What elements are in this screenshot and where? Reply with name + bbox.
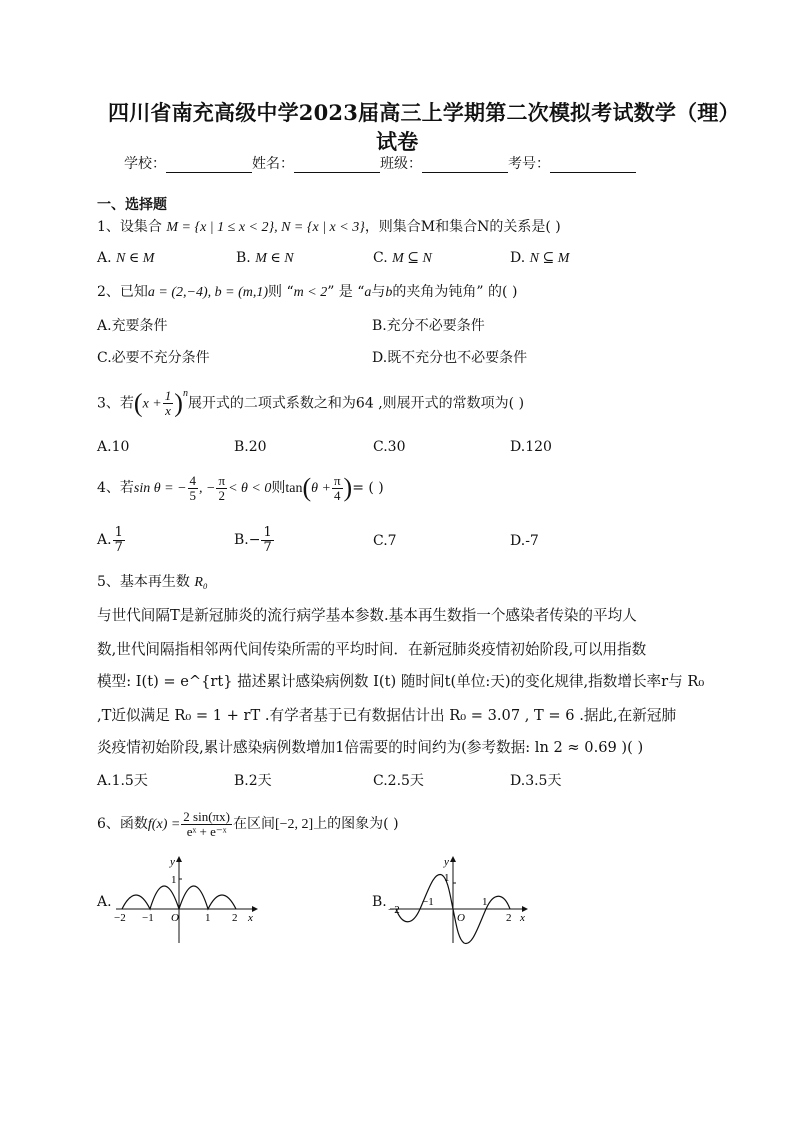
tick-label-1: 1 bbox=[171, 874, 177, 886]
q1-option-c[interactable] bbox=[373, 249, 432, 268]
option-label: B. bbox=[372, 318, 387, 334]
option-text: 必要不充分条件 bbox=[111, 350, 210, 366]
q4-option-c[interactable] bbox=[373, 532, 397, 550]
q2-number: 2、 bbox=[97, 284, 120, 300]
fraction-denominator: 4 bbox=[333, 487, 341, 503]
q1-tail: ，则集合M和集合N的关系是( ) bbox=[364, 219, 561, 235]
q4-ineq: < θ < 0 bbox=[228, 481, 272, 496]
section-heading: 一、选择题 bbox=[97, 197, 167, 213]
fraction-numerator: 2 sin(πx) bbox=[183, 808, 230, 824]
y-axis-arrow-icon bbox=[450, 856, 456, 862]
q4-fraction-3 bbox=[332, 474, 343, 503]
q2-b-symbol: b bbox=[385, 285, 393, 300]
option-text: 10 bbox=[111, 439, 130, 455]
q6-option-a-label[interactable]: A. bbox=[97, 894, 112, 910]
option-label: A. bbox=[97, 773, 112, 789]
option-text: N ∈ M bbox=[116, 251, 155, 266]
q2-option-a[interactable] bbox=[97, 317, 168, 335]
option-label: B. bbox=[236, 250, 256, 266]
option-text: -7 bbox=[525, 533, 539, 549]
q4-option-d[interactable] bbox=[510, 532, 539, 550]
q5-line-5: 炎疫情初始阶段,累计感染病例数增加1倍需要的时间约为(参考数据: ln 2 ≈ 0.69 )( ) bbox=[97, 739, 644, 756]
q6-tail: 上的图象为( ) bbox=[313, 816, 399, 832]
tick-label-neg1: −1 bbox=[142, 912, 154, 924]
option-text: M ⊆ N bbox=[392, 251, 432, 266]
tick-label-neg1: −1 bbox=[422, 896, 434, 908]
option-text: 既不充分也不必要条件 bbox=[387, 350, 528, 366]
tick-label-pos2: 2 bbox=[232, 912, 238, 924]
q4-option-b[interactable] bbox=[234, 523, 275, 557]
page-title-line2: 试卷 bbox=[376, 129, 419, 154]
q3-expr: x + bbox=[142, 396, 162, 412]
option-text: 1.5天 bbox=[111, 773, 148, 789]
option-label: A. bbox=[97, 439, 112, 455]
q4-option-a[interactable] bbox=[97, 523, 126, 557]
q3-option-b[interactable] bbox=[234, 438, 267, 456]
option-text: 30 bbox=[387, 439, 406, 455]
q6-interval: [−2, 2] bbox=[274, 817, 314, 832]
question-2 bbox=[97, 283, 517, 302]
q1-set-n: , N = {x | x < 3} bbox=[274, 220, 365, 235]
q2-option-d[interactable] bbox=[372, 349, 527, 367]
q5-option-d[interactable] bbox=[510, 772, 561, 790]
q3-option-a[interactable] bbox=[97, 438, 129, 456]
q4-fraction-1 bbox=[188, 474, 199, 503]
q1-lead: 设集合 bbox=[119, 219, 162, 235]
option-text: 120 bbox=[525, 439, 552, 455]
tick-label-pos1: 1 bbox=[482, 896, 488, 908]
x-label: x bbox=[248, 912, 253, 924]
q2-cond: m < 2 bbox=[293, 285, 328, 300]
student-info-row bbox=[124, 155, 636, 173]
tick-label-pos1: 1 bbox=[205, 912, 211, 924]
option-label: D. bbox=[510, 250, 530, 266]
q2-option-b[interactable] bbox=[372, 317, 485, 335]
y-label: y bbox=[170, 856, 175, 868]
option-label: D. bbox=[510, 533, 526, 549]
origin-label: O bbox=[171, 912, 179, 924]
exam-no-label: 考号： bbox=[508, 156, 550, 172]
option-text: N ⊆ M bbox=[529, 251, 570, 266]
q5-option-b[interactable] bbox=[234, 772, 272, 790]
option-label: C. bbox=[373, 773, 388, 789]
fraction-numerator: 1 bbox=[263, 524, 272, 540]
q4-theta-plus: θ + bbox=[311, 481, 331, 496]
left-paren: ( bbox=[133, 388, 143, 418]
option-label: D. bbox=[510, 773, 526, 789]
q4-tan: tan bbox=[285, 481, 303, 496]
q2-mid: 则 “ bbox=[268, 284, 294, 300]
y-axis-arrow-icon bbox=[176, 856, 182, 862]
option-text: 20 bbox=[248, 439, 267, 455]
option-label: B. bbox=[234, 773, 249, 789]
q1-option-a[interactable] bbox=[97, 249, 154, 268]
q6-option-b-label[interactable]: B. bbox=[372, 894, 387, 910]
q2-mid2: ” 是 “ bbox=[327, 284, 365, 300]
q6-option-a-graph[interactable] bbox=[112, 853, 262, 945]
q2-a-symbol: a bbox=[364, 285, 372, 300]
option-label: D. bbox=[510, 439, 526, 455]
q6-fraction bbox=[181, 810, 232, 839]
option-text: 充分不必要条件 bbox=[386, 318, 485, 334]
question-3 bbox=[97, 383, 524, 422]
fraction-numerator: π bbox=[333, 472, 341, 488]
option-label: A. bbox=[97, 532, 112, 548]
q3-number: 3、 bbox=[97, 395, 120, 412]
q5-number: 5、 bbox=[97, 574, 120, 590]
school-label: 学校： bbox=[124, 156, 166, 172]
fraction-denominator: 7 bbox=[263, 539, 272, 555]
q4-tail: = ( ) bbox=[352, 480, 384, 496]
q1-number: 1、 bbox=[97, 219, 120, 235]
y-label: y bbox=[444, 856, 449, 868]
fraction-denominator: 2 bbox=[218, 487, 226, 503]
question-5 bbox=[97, 573, 208, 592]
option-fraction bbox=[113, 526, 125, 555]
page-title: 四川省南充高级中学2023届高三上学期第二次模拟考试数学（理） bbox=[108, 100, 740, 125]
option-text: 充要条件 bbox=[111, 318, 168, 334]
q5-option-c[interactable] bbox=[373, 772, 424, 790]
q4-then: 则 bbox=[271, 480, 286, 496]
tick-label-pos2: 2 bbox=[506, 912, 512, 924]
q4-mid: , − bbox=[199, 481, 216, 496]
left-paren: ( bbox=[302, 473, 312, 502]
option-label: C. bbox=[97, 350, 112, 366]
q2-tail: 的夹角为钝角” 的( ) bbox=[392, 284, 518, 300]
q6-lead: 函数 bbox=[119, 816, 148, 832]
option-label: B. bbox=[234, 532, 249, 548]
tick-label-1: 1 bbox=[444, 872, 450, 884]
tick-label-neg2: −2 bbox=[388, 904, 400, 916]
q3-fraction bbox=[163, 389, 174, 418]
fraction-denominator: 7 bbox=[114, 539, 123, 555]
q1-option-b[interactable] bbox=[236, 249, 294, 268]
fraction-denominator: eˣ + e⁻ˣ bbox=[186, 823, 227, 839]
q3-power: n bbox=[182, 388, 188, 399]
q1-option-d[interactable] bbox=[510, 249, 569, 268]
q2-lead: 已知 bbox=[119, 284, 148, 300]
class-field[interactable] bbox=[422, 158, 508, 173]
q5-line-1: 与世代间隔T是新冠肺炎的流行病学基本参数.基本再生数指一个感染者传染的平均人 bbox=[97, 607, 637, 624]
exam-no-field[interactable] bbox=[550, 158, 636, 173]
option-label: C. bbox=[373, 533, 388, 549]
option-text: 3.5天 bbox=[525, 773, 562, 789]
question-1 bbox=[97, 218, 561, 237]
q6-option-b-graph[interactable] bbox=[386, 853, 536, 945]
option-label: A. bbox=[97, 318, 112, 334]
q4-sin: sin θ = − bbox=[133, 481, 187, 496]
q5-r0: R₀ bbox=[194, 575, 208, 590]
q3-tail: 展开式的二项式系数之和为64 ,则展开式的常数项为( ) bbox=[187, 395, 525, 412]
q5-line-3: 模型: I(t) = e^{rt} 描述累计感染病例数 I(t) 随时间t(单位:天)的变化规律,指数增长率r与 R₀ bbox=[97, 673, 705, 690]
fraction-denominator: 5 bbox=[189, 487, 197, 503]
option-text: 2.5天 bbox=[387, 773, 424, 789]
fraction-numerator: 4 bbox=[189, 472, 197, 488]
class-label: 班级： bbox=[380, 156, 422, 172]
q4-fraction-2 bbox=[216, 474, 227, 503]
q6-number: 6、 bbox=[97, 816, 120, 832]
name-field[interactable] bbox=[294, 158, 380, 173]
q4-lead: 若 bbox=[119, 480, 134, 496]
q2-vec-a: a = (2,−4) bbox=[147, 285, 208, 300]
option-label: C. bbox=[373, 439, 388, 455]
question-4 bbox=[97, 470, 384, 507]
tick-label-neg2: −2 bbox=[114, 912, 126, 924]
right-paren: ) bbox=[343, 473, 353, 502]
q2-vec-b: , b = (m,1) bbox=[207, 285, 269, 300]
fraction-denominator: x bbox=[165, 403, 171, 419]
option-text: M ∈ N bbox=[255, 251, 294, 266]
fraction-numerator: 1 bbox=[164, 388, 172, 404]
q3-option-c[interactable] bbox=[373, 438, 406, 456]
q3-lead: 若 bbox=[119, 395, 134, 412]
question-6 bbox=[97, 806, 399, 843]
q2-and: 与 bbox=[371, 284, 386, 300]
option-text: 2天 bbox=[248, 773, 272, 789]
x-label: x bbox=[520, 912, 525, 924]
option-label: A. bbox=[97, 250, 117, 266]
right-paren: ) bbox=[174, 388, 183, 418]
option-text: 7 bbox=[387, 533, 397, 549]
origin-label: O bbox=[457, 912, 465, 924]
q5-lead: 基本再生数 bbox=[119, 574, 195, 590]
q6-mid: 在区间 bbox=[232, 816, 275, 832]
school-field[interactable] bbox=[166, 158, 252, 173]
q5-line-2: 数,世代间隔指相邻两代间传染所需的平均时间．在新冠肺炎疫情初始阶段,可以用指数 bbox=[97, 641, 647, 658]
q3-option-d[interactable] bbox=[510, 438, 552, 456]
fraction-numerator: π bbox=[218, 472, 226, 488]
option-fraction bbox=[261, 526, 273, 555]
name-label: 姓名： bbox=[252, 156, 294, 172]
option-label: C. bbox=[373, 250, 393, 266]
q1-set-m: M = {x | 1 ≤ x < 2} bbox=[166, 220, 275, 235]
q2-option-c[interactable] bbox=[97, 349, 210, 367]
q5-line-4: ,T近似满足 R₀ = 1 + rT .有学者基于已有数据估计出 R₀ = 3.07 , T = 6 .据此,在新冠肺 bbox=[97, 707, 677, 724]
fraction-numerator: 1 bbox=[114, 524, 123, 540]
option-label: D. bbox=[372, 350, 388, 366]
q4-number: 4、 bbox=[97, 480, 120, 496]
q6-func: f(x) = bbox=[147, 817, 181, 832]
q5-option-a[interactable] bbox=[97, 772, 148, 790]
option-sign: − bbox=[248, 532, 261, 548]
x-axis-arrow-icon bbox=[252, 906, 258, 912]
option-label: B. bbox=[234, 439, 249, 455]
